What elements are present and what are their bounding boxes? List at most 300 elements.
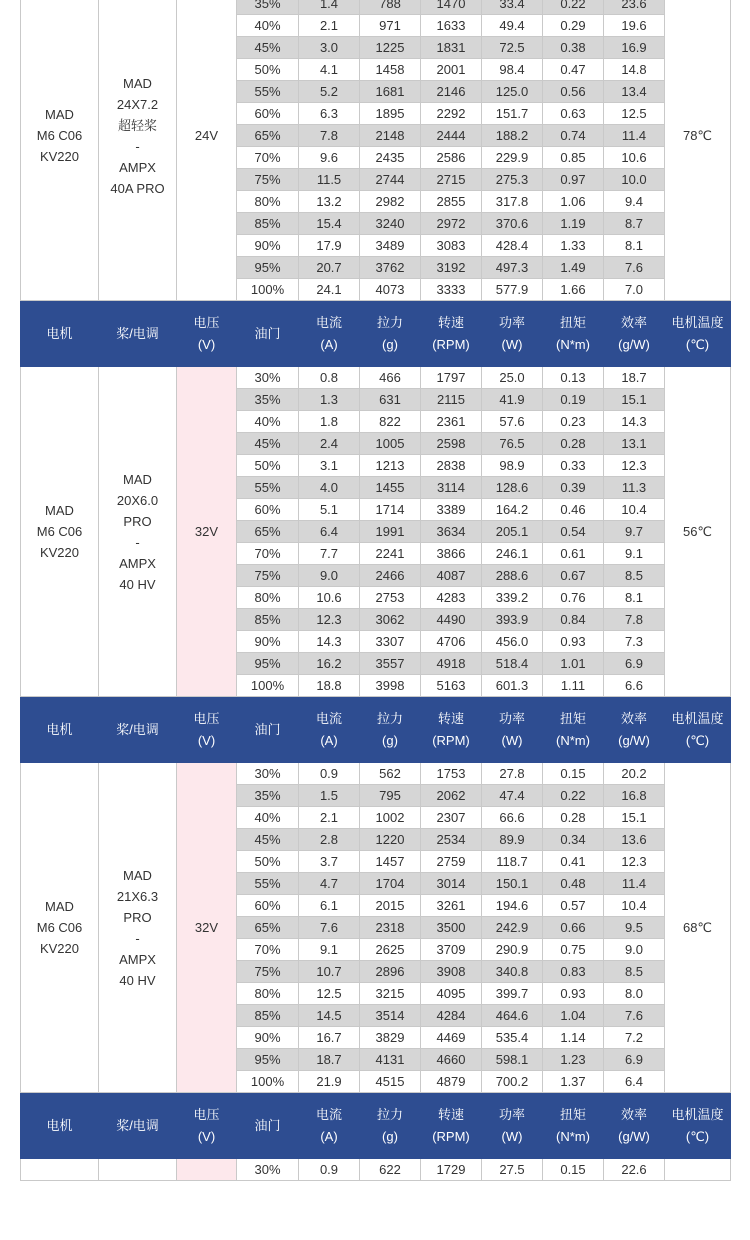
throttle-cell: 70% — [237, 939, 299, 961]
header-power-label: 功率 — [498, 710, 525, 726]
motor-model-line: M6 C06 — [36, 524, 83, 539]
current-cell: 2.4 — [299, 433, 360, 455]
efficiency-cell: 10.6 — [604, 147, 665, 169]
header-speed-unit: (RPM) — [432, 336, 470, 352]
current-cell: 18.7 — [299, 1049, 360, 1071]
throttle-cell: 90% — [237, 235, 299, 257]
efficiency-cell: 12.3 — [604, 455, 665, 477]
power-cell: 535.4 — [482, 1027, 543, 1049]
current-cell: 5.2 — [299, 81, 360, 103]
efficiency-cell: 9.4 — [604, 191, 665, 213]
header-efficiency-label: 效率 — [620, 314, 647, 330]
power-cell: 25.0 — [482, 367, 543, 389]
power-cell: 242.9 — [482, 917, 543, 939]
header-efficiency-unit: (g/W) — [618, 336, 650, 352]
speed-cell: 2855 — [421, 191, 482, 213]
header-voltage-unit: (V) — [197, 1128, 216, 1144]
speed-cell: 3333 — [421, 279, 482, 301]
power-cell: 700.2 — [482, 1071, 543, 1093]
current-cell: 12.3 — [299, 609, 360, 631]
throttle-cell: 95% — [237, 257, 299, 279]
table-header-row — [21, 697, 731, 763]
throttle-cell: 95% — [237, 653, 299, 675]
header-power-unit: (W) — [501, 336, 523, 352]
prop-esc-line: 40 HV — [119, 972, 156, 988]
table-row — [21, 763, 731, 785]
power-cell: 151.7 — [482, 103, 543, 125]
speed-cell: 3192 — [421, 257, 482, 279]
efficiency-cell: 14.3 — [604, 411, 665, 433]
speed-cell: 2361 — [421, 411, 482, 433]
thrust-cell: 1225 — [360, 37, 421, 59]
motor-model-line: MAD — [45, 899, 74, 914]
thrust-cell: 2744 — [360, 169, 421, 191]
thrust-cell: 1220 — [360, 829, 421, 851]
efficiency-cell: 9.5 — [604, 917, 665, 939]
torque-cell: 1.01 — [543, 653, 604, 675]
header-efficiency — [604, 301, 665, 367]
header-speed — [421, 301, 482, 367]
throttle-cell: 65% — [237, 917, 299, 939]
throttle-cell: 50% — [237, 59, 299, 81]
current-cell: 12.5 — [299, 983, 360, 1005]
efficiency-cell: 7.0 — [604, 279, 665, 301]
thrust-cell: 788 — [360, 0, 421, 15]
torque-cell: 0.29 — [543, 15, 604, 37]
header-current — [299, 1093, 360, 1159]
header-temperature-label: 电机温度 — [671, 1106, 724, 1122]
speed-cell: 2586 — [421, 147, 482, 169]
current-cell: 24.1 — [299, 279, 360, 301]
voltage-cell: 32V — [177, 367, 237, 697]
speed-cell: 2292 — [421, 103, 482, 125]
prop-esc-cell — [99, 0, 177, 301]
header-speed-label: 转速 — [437, 1106, 464, 1122]
efficiency-cell: 11.4 — [604, 873, 665, 895]
header-voltage-unit: (V) — [197, 732, 216, 748]
header-prop-esc: 桨/电调 — [99, 1093, 177, 1159]
throttle-cell: 85% — [237, 609, 299, 631]
current-cell: 18.8 — [299, 675, 360, 697]
throttle-cell: 100% — [237, 279, 299, 301]
throttle-cell: 90% — [237, 631, 299, 653]
efficiency-cell: 18.7 — [604, 367, 665, 389]
torque-cell: 1.37 — [543, 1071, 604, 1093]
thrust-cell: 3514 — [360, 1005, 421, 1027]
thrust-cell: 1457 — [360, 851, 421, 873]
torque-cell: 0.34 — [543, 829, 604, 851]
current-cell: 2.1 — [299, 807, 360, 829]
torque-cell: 0.93 — [543, 631, 604, 653]
efficiency-cell: 11.4 — [604, 125, 665, 147]
power-cell: 164.2 — [482, 499, 543, 521]
header-thrust — [360, 301, 421, 367]
thrust-cell: 1895 — [360, 103, 421, 125]
header-torque — [543, 697, 604, 763]
efficiency-cell: 13.4 — [604, 81, 665, 103]
header-thrust-label: 拉力 — [376, 314, 403, 330]
throttle-cell: 60% — [237, 103, 299, 125]
header-torque — [543, 1093, 604, 1159]
current-cell: 6.4 — [299, 521, 360, 543]
torque-cell: 0.75 — [543, 939, 604, 961]
prop-esc-line: 40A PRO — [110, 180, 165, 196]
torque-cell: 0.85 — [543, 147, 604, 169]
prop-esc-cell — [99, 1159, 177, 1181]
torque-cell: 0.61 — [543, 543, 604, 565]
efficiency-cell: 7.2 — [604, 1027, 665, 1049]
header-voltage — [177, 301, 237, 367]
current-cell: 0.9 — [299, 1159, 360, 1181]
prop-esc-line: PRO — [123, 909, 152, 925]
header-current — [299, 697, 360, 763]
speed-cell: 2001 — [421, 59, 482, 81]
power-cell: 577.9 — [482, 279, 543, 301]
torque-cell: 0.54 — [543, 521, 604, 543]
torque-cell: 0.22 — [543, 0, 604, 15]
torque-cell: 0.19 — [543, 389, 604, 411]
prop-esc-line: 21X6.3 — [116, 888, 159, 904]
current-cell: 1.4 — [299, 0, 360, 15]
motor-model-cell — [21, 1159, 99, 1181]
torque-cell: 0.28 — [543, 433, 604, 455]
torque-cell: 1.11 — [543, 675, 604, 697]
thrust-cell: 971 — [360, 15, 421, 37]
header-efficiency-label: 效率 — [620, 1106, 647, 1122]
header-efficiency-unit: (g/W) — [618, 1128, 650, 1144]
header-voltage-label: 电压 — [193, 1106, 220, 1122]
throttle-cell: 40% — [237, 807, 299, 829]
power-cell: 188.2 — [482, 125, 543, 147]
speed-cell: 2062 — [421, 785, 482, 807]
thrust-cell: 622 — [360, 1159, 421, 1181]
header-speed — [421, 1093, 482, 1159]
table-header-row — [21, 301, 731, 367]
speed-cell: 1831 — [421, 37, 482, 59]
header-voltage — [177, 697, 237, 763]
efficiency-cell: 6.9 — [604, 1049, 665, 1071]
current-cell: 3.0 — [299, 37, 360, 59]
efficiency-cell: 7.6 — [604, 257, 665, 279]
voltage-cell: 32V — [177, 763, 237, 1093]
throttle-cell: 45% — [237, 37, 299, 59]
power-cell: 98.4 — [482, 59, 543, 81]
prop-esc-line: 20X6.0 — [116, 492, 159, 508]
power-cell: 89.9 — [482, 829, 543, 851]
efficiency-cell: 6.9 — [604, 653, 665, 675]
power-cell: 98.9 — [482, 455, 543, 477]
speed-cell: 4879 — [421, 1071, 482, 1093]
power-cell: 57.6 — [482, 411, 543, 433]
header-temperature-label: 电机温度 — [671, 710, 724, 726]
thrust-cell: 1455 — [360, 477, 421, 499]
torque-cell: 0.74 — [543, 125, 604, 147]
current-cell: 3.7 — [299, 851, 360, 873]
header-voltage-unit: (V) — [197, 336, 216, 352]
header-prop-esc: 桨/电调 — [99, 301, 177, 367]
prop-esc-line: 超轻桨 — [117, 117, 157, 133]
thrust-cell: 1704 — [360, 873, 421, 895]
torque-cell: 1.33 — [543, 235, 604, 257]
power-cell: 464.6 — [482, 1005, 543, 1027]
header-temperature-label: 电机温度 — [671, 314, 724, 330]
motor-model-line: KV220 — [39, 149, 80, 164]
thrust-cell: 3240 — [360, 213, 421, 235]
throttle-cell: 40% — [237, 15, 299, 37]
thrust-cell: 3489 — [360, 235, 421, 257]
current-cell: 16.7 — [299, 1027, 360, 1049]
motor-temperature-cell: 68℃ — [665, 763, 731, 1093]
torque-cell: 0.63 — [543, 103, 604, 125]
power-cell: 275.3 — [482, 169, 543, 191]
speed-cell: 3500 — [421, 917, 482, 939]
motor-temperature-cell: 56℃ — [665, 367, 731, 697]
header-torque-label: 扭矩 — [559, 710, 586, 726]
header-throttle: 油门 — [237, 1093, 299, 1159]
torque-cell: 0.23 — [543, 411, 604, 433]
torque-cell: 0.38 — [543, 37, 604, 59]
speed-cell: 4660 — [421, 1049, 482, 1071]
header-torque-label: 扭矩 — [559, 1106, 586, 1122]
speed-cell: 1470 — [421, 0, 482, 15]
table-row — [21, 1159, 731, 1181]
header-temperature — [665, 1093, 731, 1159]
thrust-cell: 3307 — [360, 631, 421, 653]
torque-cell: 0.39 — [543, 477, 604, 499]
power-cell: 33.4 — [482, 0, 543, 15]
throttle-cell: 50% — [237, 851, 299, 873]
motor-model-cell — [21, 0, 99, 301]
thrust-cell: 1991 — [360, 521, 421, 543]
thrust-cell: 1458 — [360, 59, 421, 81]
power-cell: 598.1 — [482, 1049, 543, 1071]
thrust-cell: 3062 — [360, 609, 421, 631]
efficiency-cell: 6.6 — [604, 675, 665, 697]
current-cell: 10.7 — [299, 961, 360, 983]
thrust-cell: 1213 — [360, 455, 421, 477]
header-power-label: 功率 — [498, 314, 525, 330]
thrust-cell: 1005 — [360, 433, 421, 455]
speed-cell: 3709 — [421, 939, 482, 961]
thrust-cell: 2318 — [360, 917, 421, 939]
speed-cell: 4918 — [421, 653, 482, 675]
thrust-cell: 4515 — [360, 1071, 421, 1093]
speed-cell: 1729 — [421, 1159, 482, 1181]
prop-esc-line: 40 HV — [119, 576, 156, 592]
speed-cell: 4095 — [421, 983, 482, 1005]
efficiency-cell: 10.4 — [604, 499, 665, 521]
efficiency-cell: 16.8 — [604, 785, 665, 807]
efficiency-cell: 11.3 — [604, 477, 665, 499]
power-cell: 66.6 — [482, 807, 543, 829]
thrust-cell: 822 — [360, 411, 421, 433]
current-cell: 4.7 — [299, 873, 360, 895]
efficiency-cell: 12.3 — [604, 851, 665, 873]
throttle-cell: 45% — [237, 829, 299, 851]
thrust-cell: 2466 — [360, 565, 421, 587]
torque-cell: 0.66 — [543, 917, 604, 939]
speed-cell: 4284 — [421, 1005, 482, 1027]
efficiency-cell: 20.2 — [604, 763, 665, 785]
current-cell: 10.6 — [299, 587, 360, 609]
header-motor: 电机 — [21, 697, 99, 763]
thrust-cell: 562 — [360, 763, 421, 785]
throttle-cell: 30% — [237, 367, 299, 389]
throttle-cell: 80% — [237, 983, 299, 1005]
torque-cell: 1.14 — [543, 1027, 604, 1049]
speed-cell: 2759 — [421, 851, 482, 873]
thrust-cell: 4073 — [360, 279, 421, 301]
power-cell: 339.2 — [482, 587, 543, 609]
efficiency-cell: 22.6 — [604, 1159, 665, 1181]
efficiency-cell: 15.1 — [604, 389, 665, 411]
header-motor: 电机 — [21, 301, 99, 367]
torque-cell: 0.15 — [543, 763, 604, 785]
prop-esc-cell — [99, 367, 177, 697]
throttle-cell: 40% — [237, 411, 299, 433]
header-power-unit: (W) — [501, 732, 523, 748]
header-power-unit: (W) — [501, 1128, 523, 1144]
current-cell: 5.1 — [299, 499, 360, 521]
throttle-cell: 35% — [237, 0, 299, 15]
header-voltage-label: 电压 — [193, 314, 220, 330]
current-cell: 7.7 — [299, 543, 360, 565]
power-cell: 456.0 — [482, 631, 543, 653]
header-torque-unit: (N*m) — [556, 1128, 590, 1144]
thrust-cell: 3215 — [360, 983, 421, 1005]
throttle-cell: 95% — [237, 1049, 299, 1071]
current-cell: 3.1 — [299, 455, 360, 477]
power-cell: 340.8 — [482, 961, 543, 983]
current-cell: 17.9 — [299, 235, 360, 257]
throttle-cell: 80% — [237, 587, 299, 609]
current-cell: 0.8 — [299, 367, 360, 389]
efficiency-cell: 19.6 — [604, 15, 665, 37]
torque-cell: 0.56 — [543, 81, 604, 103]
throttle-cell: 70% — [237, 543, 299, 565]
current-cell: 7.6 — [299, 917, 360, 939]
prop-esc-line: - — [135, 930, 140, 946]
torque-cell: 1.19 — [543, 213, 604, 235]
efficiency-cell: 12.5 — [604, 103, 665, 125]
motor-model-line: M6 C06 — [36, 920, 83, 935]
prop-esc-line: - — [135, 534, 140, 550]
motor-test-table — [20, 0, 731, 1181]
header-speed-label: 转速 — [437, 314, 464, 330]
header-speed-unit: (RPM) — [432, 1128, 470, 1144]
prop-esc-line: AMPX — [119, 555, 156, 571]
throttle-cell: 65% — [237, 125, 299, 147]
header-thrust-unit: (g) — [382, 336, 398, 352]
thrust-cell: 3762 — [360, 257, 421, 279]
header-efficiency — [604, 697, 665, 763]
throttle-cell: 100% — [237, 1071, 299, 1093]
power-cell: 290.9 — [482, 939, 543, 961]
header-thrust-unit: (g) — [382, 1128, 398, 1144]
power-cell: 428.4 — [482, 235, 543, 257]
speed-cell: 2598 — [421, 433, 482, 455]
thrust-cell: 2435 — [360, 147, 421, 169]
prop-esc-cell — [99, 763, 177, 1093]
power-cell: 76.5 — [482, 433, 543, 455]
header-temperature-unit: (℃) — [685, 732, 710, 748]
table-body — [21, 0, 731, 1181]
power-cell: 47.4 — [482, 785, 543, 807]
power-cell: 72.5 — [482, 37, 543, 59]
throttle-cell: 75% — [237, 169, 299, 191]
power-cell: 317.8 — [482, 191, 543, 213]
header-throttle: 油门 — [237, 301, 299, 367]
header-temperature — [665, 301, 731, 367]
thrust-cell: 3998 — [360, 675, 421, 697]
header-temperature-unit: (℃) — [685, 1128, 710, 1144]
speed-cell: 1633 — [421, 15, 482, 37]
thrust-cell: 631 — [360, 389, 421, 411]
thrust-cell: 1681 — [360, 81, 421, 103]
prop-esc-line: AMPX — [119, 159, 156, 175]
efficiency-cell: 7.6 — [604, 1005, 665, 1027]
header-current-label: 电流 — [315, 1106, 342, 1122]
throttle-cell: 80% — [237, 191, 299, 213]
throttle-cell: 45% — [237, 433, 299, 455]
efficiency-cell: 7.8 — [604, 609, 665, 631]
throttle-cell: 60% — [237, 895, 299, 917]
power-cell: 246.1 — [482, 543, 543, 565]
current-cell: 9.0 — [299, 565, 360, 587]
torque-cell: 0.13 — [543, 367, 604, 389]
power-cell: 128.6 — [482, 477, 543, 499]
motor-model-line: KV220 — [39, 941, 80, 956]
torque-cell: 1.66 — [543, 279, 604, 301]
header-current-unit: (A) — [320, 732, 338, 748]
throttle-cell: 35% — [237, 785, 299, 807]
current-cell: 14.5 — [299, 1005, 360, 1027]
power-cell: 288.6 — [482, 565, 543, 587]
header-voltage-label: 电压 — [193, 710, 220, 726]
thrust-cell: 1002 — [360, 807, 421, 829]
power-cell: 205.1 — [482, 521, 543, 543]
header-thrust-label: 拉力 — [376, 710, 403, 726]
thrust-cell: 2241 — [360, 543, 421, 565]
header-torque-unit: (N*m) — [556, 336, 590, 352]
current-cell: 4.1 — [299, 59, 360, 81]
header-power — [482, 1093, 543, 1159]
efficiency-cell: 8.5 — [604, 961, 665, 983]
speed-cell: 4490 — [421, 609, 482, 631]
power-cell: 370.6 — [482, 213, 543, 235]
efficiency-cell: 9.7 — [604, 521, 665, 543]
speed-cell: 1797 — [421, 367, 482, 389]
current-cell: 2.1 — [299, 15, 360, 37]
spec-sheet — [20, 0, 730, 1181]
header-current — [299, 301, 360, 367]
power-cell: 125.0 — [482, 81, 543, 103]
current-cell: 0.9 — [299, 763, 360, 785]
efficiency-cell: 8.7 — [604, 213, 665, 235]
thrust-cell: 4131 — [360, 1049, 421, 1071]
motor-temperature-cell: 78℃ — [665, 0, 731, 301]
torque-cell: 0.57 — [543, 895, 604, 917]
thrust-cell: 795 — [360, 785, 421, 807]
header-speed-label: 转速 — [437, 710, 464, 726]
speed-cell: 2534 — [421, 829, 482, 851]
efficiency-cell: 8.0 — [604, 983, 665, 1005]
speed-cell: 3114 — [421, 477, 482, 499]
efficiency-cell: 9.1 — [604, 543, 665, 565]
efficiency-cell: 16.9 — [604, 37, 665, 59]
current-cell: 1.5 — [299, 785, 360, 807]
current-cell: 1.8 — [299, 411, 360, 433]
